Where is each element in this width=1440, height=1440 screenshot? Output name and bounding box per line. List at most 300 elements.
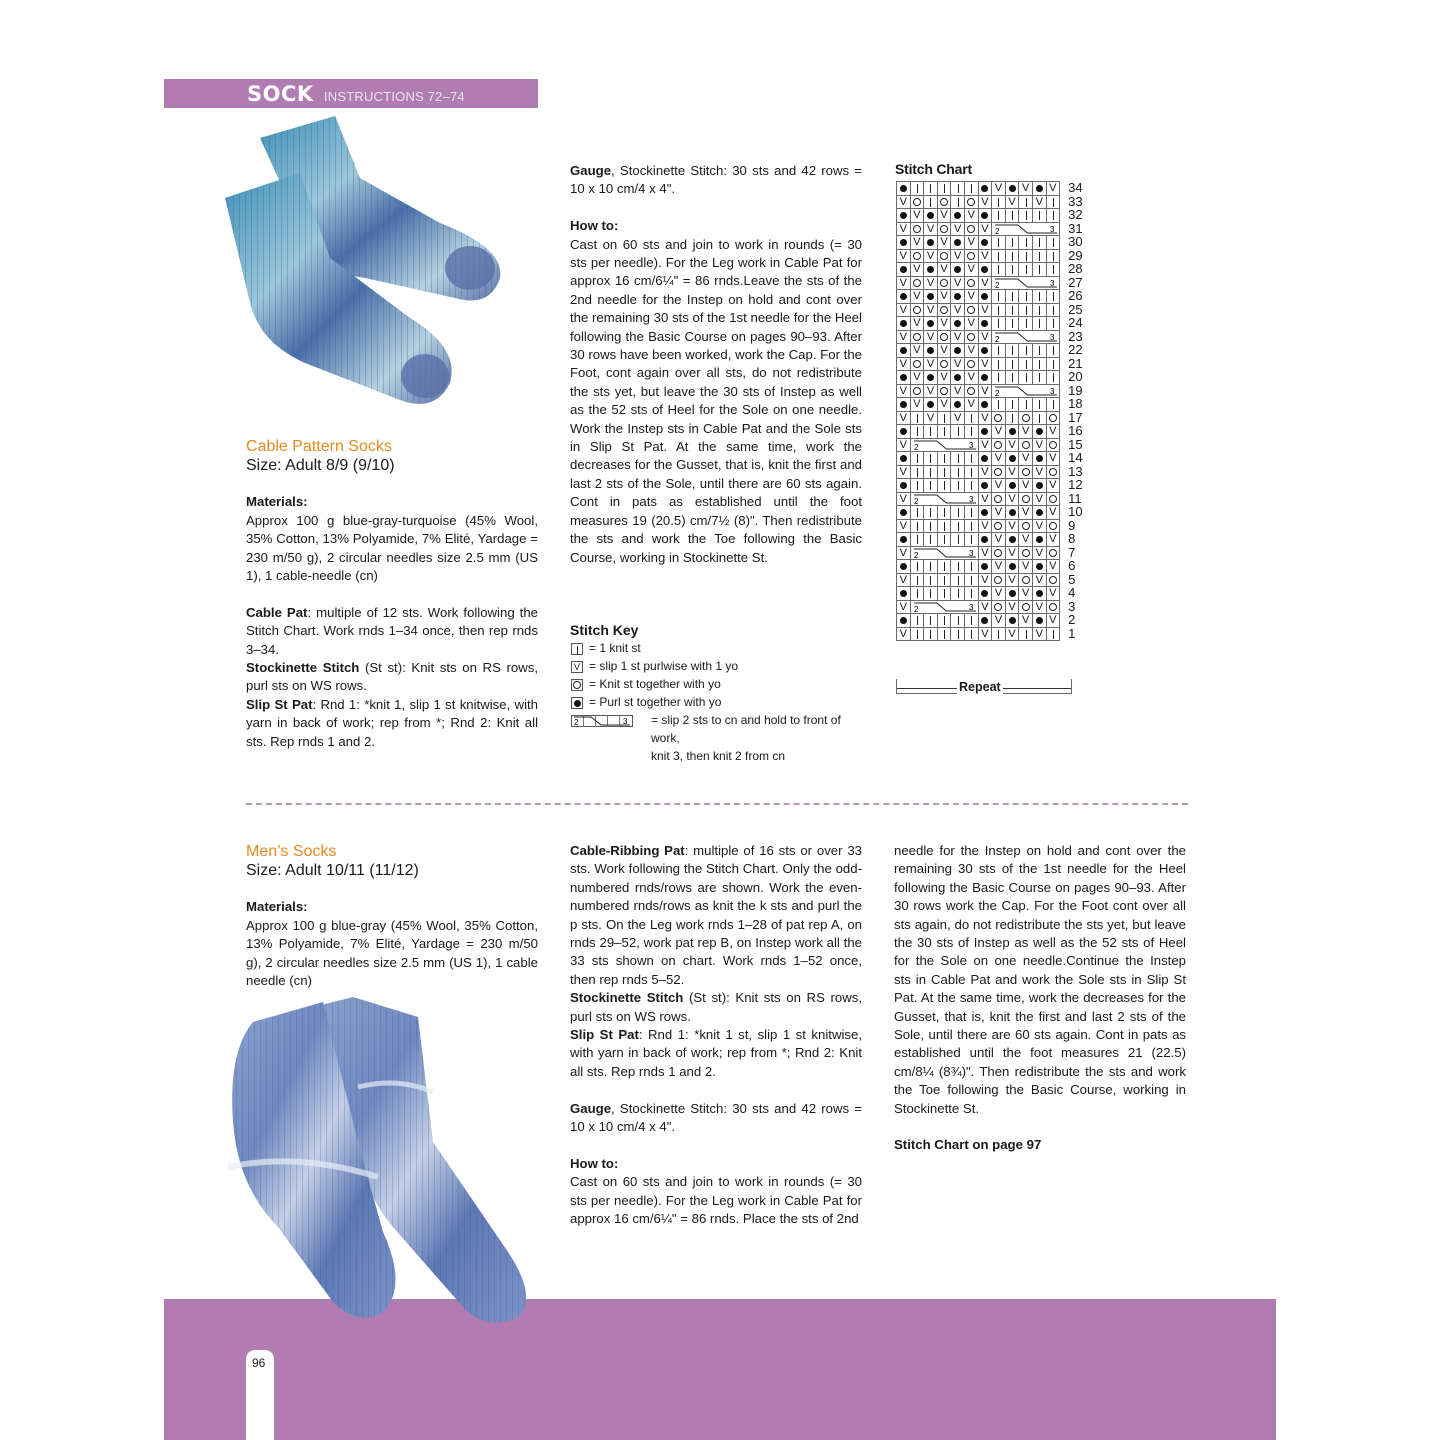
- slip-v-icon: V: [910, 344, 924, 358]
- slip-v-icon: V: [951, 411, 965, 425]
- knit-stitch-icon: [992, 303, 1006, 317]
- chart-row: [897, 195, 1093, 209]
- slip-v-icon: V: [897, 303, 911, 317]
- key-label-2: knit 3, then knit 2 from cn: [651, 749, 786, 763]
- knit-stitch-icon: [951, 573, 965, 587]
- knit-stitch-icon: [1032, 236, 1046, 250]
- slip-v-icon: V: [937, 209, 951, 223]
- open-circle-icon: [964, 357, 978, 371]
- page-number: 96: [252, 1356, 266, 1370]
- slip-v-icon: V: [1046, 533, 1060, 547]
- gauge-text: , Stockinette Stitch: 30 sts and 42 rows = 10 x 10 cm/4 x 4".: [570, 1100, 862, 1135]
- knit-stitch-icon: [1019, 249, 1033, 263]
- slip-v-icon: V: [978, 627, 992, 641]
- filled-circle-icon: [951, 371, 965, 385]
- st-st-text: (St st): Knit sts on RS rows, purl sts on WS rows.: [570, 990, 862, 1024]
- chart-row: [897, 600, 1093, 614]
- knit-stitch-icon: [937, 587, 951, 601]
- pattern-title: Cable Pattern Socks: [246, 438, 392, 455]
- filled-circle-icon: [924, 398, 938, 412]
- open-circle-icon: [992, 411, 1006, 425]
- gauge-label: Gauge: [570, 163, 612, 178]
- open-circle-icon: [910, 357, 924, 371]
- chart-row: [897, 560, 1093, 574]
- knit-stitch-icon: [910, 182, 924, 196]
- filled-circle-icon: [924, 236, 938, 250]
- knit-stitch-icon: [951, 479, 965, 493]
- slip-v-icon: V: [1046, 425, 1060, 439]
- slip-v-icon: V: [978, 465, 992, 479]
- knit-stitch-icon: [924, 182, 938, 196]
- open-circle-icon: [910, 303, 924, 317]
- row-number: 2: [1068, 612, 1076, 628]
- knit-stitch-icon: [992, 236, 1006, 250]
- row-number: 16: [1068, 423, 1083, 439]
- row-number: 30: [1068, 234, 1083, 250]
- cable-pat-paragraph: [246, 604, 538, 659]
- open-circle-icon: [1046, 519, 1060, 533]
- cable-pat-label: Cable Pat: [246, 604, 308, 620]
- knit-stitch-icon: [1019, 344, 1033, 358]
- slip-v-icon: V: [978, 384, 992, 398]
- knit-stitch-icon: [951, 560, 965, 574]
- st-st-text: (St st): Knit sts on RS rows, purl sts on WS rows.: [246, 660, 538, 694]
- knit-stitch-icon: [992, 371, 1006, 385]
- knit-stitch-icon: [910, 479, 924, 493]
- knit-stitch-icon: [1005, 290, 1019, 304]
- slip-v-icon: V: [1019, 506, 1033, 520]
- knit-stitch-icon: [1019, 290, 1033, 304]
- st-st-paragraph: [246, 659, 538, 696]
- filled-circle-icon: [978, 425, 992, 439]
- open-circle-icon: [910, 249, 924, 263]
- svg-text:3: 3: [1050, 386, 1055, 396]
- knit-stitch-icon: [992, 398, 1006, 412]
- knit-stitch-icon: [1032, 357, 1046, 371]
- chart-row: [897, 357, 1093, 371]
- knit-stitch-icon: [924, 506, 938, 520]
- chart-row: [897, 344, 1093, 358]
- filled-circle-icon: [897, 452, 911, 466]
- row-number: 6: [1068, 558, 1076, 574]
- row-number: 28: [1068, 261, 1083, 277]
- knit-stitch-icon: [951, 614, 965, 628]
- knit-stitch-icon: [924, 195, 938, 209]
- key-label: = 1 knit st: [589, 641, 641, 655]
- open-circle-icon: [1046, 573, 1060, 587]
- slip-v-icon: V: [571, 661, 583, 673]
- knit-stitch-icon: [937, 465, 951, 479]
- slip-v-icon: V: [1019, 533, 1033, 547]
- open-circle-icon: [937, 357, 951, 371]
- knit-stitch-icon: [910, 627, 924, 641]
- knit-stitch-icon: [910, 573, 924, 587]
- svg-text:2: 2: [913, 496, 919, 506]
- filled-circle-icon: [1005, 506, 1019, 520]
- knit-stitch-icon: [992, 195, 1006, 209]
- knit-stitch-icon: [937, 506, 951, 520]
- slip-v-icon: V: [1046, 452, 1060, 466]
- knit-stitch-icon: [964, 533, 978, 547]
- knit-stitch-icon: [910, 560, 924, 574]
- slip-v-icon: V: [924, 249, 938, 263]
- materials-text: Approx 100 g blue-gray (45% Wool, 35% Cotton, 13% Polyamide, 7% Elité, Yardage = 230 m/50 g), 2 circular needles size 2.5 mm (US 1), 1 cable needle (cn): [246, 917, 538, 989]
- knit-stitch-icon: [992, 627, 1006, 641]
- filled-circle-icon: [1005, 425, 1019, 439]
- slip-v-icon: V: [897, 276, 911, 290]
- knit-stitch-icon: [951, 182, 965, 196]
- slip-v-icon: V: [1032, 600, 1046, 614]
- filled-circle-icon: [897, 236, 911, 250]
- chart-row: [897, 236, 1093, 250]
- open-circle-icon: [992, 573, 1006, 587]
- slip-v-icon: V: [964, 290, 978, 304]
- open-circle-icon: [937, 195, 951, 209]
- open-circle-icon: [1046, 546, 1060, 560]
- knit-stitch-icon: [1005, 398, 1019, 412]
- open-circle-icon: [1046, 600, 1060, 614]
- filled-circle-icon: [951, 344, 965, 358]
- chart-row: [897, 438, 1093, 452]
- knit-stitch-icon: [951, 195, 965, 209]
- knit-stitch-icon: [1019, 195, 1033, 209]
- slip-v-icon: V: [951, 330, 965, 344]
- knit-stitch-icon: [1019, 398, 1033, 412]
- svg-text:2: 2: [995, 334, 1000, 344]
- slip-v-icon: V: [937, 317, 951, 331]
- knit-stitch-icon: [964, 182, 978, 196]
- filled-circle-icon: [897, 371, 911, 385]
- slip-v-icon: V: [992, 479, 1006, 493]
- chart-row: [897, 546, 1093, 560]
- slip-v-icon: V: [910, 290, 924, 304]
- knit-stitch-icon: [951, 587, 965, 601]
- slip-v-icon: V: [924, 384, 938, 398]
- filled-circle-icon: [897, 290, 911, 304]
- howto-text-continued: needle for the Instep on hold and cont over the remaining 30 sts of the 1st needle for the Heel following the Basic Course on pages 90–93. After 30 rows work the Cap. For the Foot cont over all sts again, do not redistribute the sts yet, but leave the 30 sts of Instep as well as the 52 sts of Heel for the Sole on one needle.Continue the Instep sts in Cable Pat and work the Sole sts in Slip St Pat. At the same time, work the decreases for the Gusset, that is, knit the first and last 2 sts of the Sole, until there are 60 sts again. Cont in pats as established until the foot measures 21 (22.5) cm/8¼ (8¾)". Then redistribute the sts and work the Toe following the Basic Course, working in Stockinette St.: [894, 843, 1186, 1116]
- row-number: 8: [1068, 531, 1076, 547]
- open-circle-icon: [1019, 465, 1033, 479]
- svg-text:3: 3: [968, 548, 974, 558]
- slip-v-icon: V: [897, 330, 911, 344]
- cable-pattern-socks-photo: [215, 108, 515, 420]
- cable-key-text: [651, 711, 870, 765]
- size-value: Adult 10/11 (11/12): [285, 862, 419, 879]
- slip-v-icon: V: [924, 303, 938, 317]
- filled-circle-icon: [897, 209, 911, 223]
- knit-stitch-icon: [1032, 344, 1046, 358]
- size-label: Size:: [246, 862, 282, 879]
- knit-stitch-icon: [1046, 249, 1060, 263]
- open-circle-icon: [571, 679, 583, 691]
- filled-circle-icon: [1032, 614, 1046, 628]
- open-circle-icon: [937, 276, 951, 290]
- svg-text:2: 2: [995, 226, 1000, 236]
- open-circle-icon: [1019, 492, 1033, 506]
- filled-circle-icon: [951, 317, 965, 331]
- knit-stitch-icon: [1005, 263, 1019, 277]
- knit-stitch-icon: [951, 452, 965, 466]
- row-number: 13: [1068, 463, 1083, 479]
- slip-v-icon: V: [897, 600, 911, 614]
- chart-row: [897, 398, 1093, 412]
- cable-rib-label: Cable-Ribbing Pat: [570, 843, 685, 858]
- cable-rib-text: : multiple of 16 sts or over 33 sts. Work following the Stitch Chart. Only the odd-numbered rnds/rows are shown. Work the even-numbered rnds/rows as knit the k sts and purl the p sts. On the Leg work rnds 1–28 of pat rep A, on rnds 29–52, work pat rep B, on Instep work all the 33 sts shown on chart. Work rnds 1–52 once, then rep rnds 5–52.: [570, 843, 862, 987]
- filled-circle-icon: [951, 398, 965, 412]
- slip-v-icon: V: [897, 627, 911, 641]
- materials-heading: Materials:: [246, 494, 308, 510]
- row-number: 9: [1068, 517, 1076, 533]
- chart-row: [897, 290, 1093, 304]
- knit-stitch-icon: [1046, 398, 1060, 412]
- filled-circle-icon: [897, 560, 911, 574]
- knit-stitch-icon: [964, 479, 978, 493]
- slip-v-icon: V: [1046, 560, 1060, 574]
- slip-v-icon: V: [978, 492, 992, 506]
- svg-text:3: 3: [1050, 332, 1055, 342]
- cable-symbol-icon: [992, 330, 1060, 344]
- knit-stitch-icon: [910, 587, 924, 601]
- slip-v-icon: V: [1019, 560, 1033, 574]
- knit-stitch-icon: [992, 344, 1006, 358]
- filled-circle-icon: [1032, 533, 1046, 547]
- slip-v-icon: V: [897, 357, 911, 371]
- knit-stitch-icon: [937, 452, 951, 466]
- open-circle-icon: [1019, 411, 1033, 425]
- slip-v-icon: V: [937, 236, 951, 250]
- knit-stitch-icon: [964, 587, 978, 601]
- knit-stitch-icon: [924, 533, 938, 547]
- filled-circle-icon: [924, 344, 938, 358]
- slip-v-icon: V: [924, 411, 938, 425]
- svg-text:2: 2: [995, 388, 1000, 398]
- key-item-cable: [570, 711, 870, 765]
- filled-circle-icon: [1005, 614, 1019, 628]
- filled-circle-icon: [1005, 479, 1019, 493]
- svg-text:2: 2: [913, 550, 919, 560]
- knit-stitch-icon: [924, 519, 938, 533]
- slip-v-icon: V: [924, 357, 938, 371]
- slip-v-icon: V: [951, 303, 965, 317]
- filled-circle-icon: [978, 452, 992, 466]
- row-number: 26: [1068, 288, 1083, 304]
- slip-v-icon: V: [897, 465, 911, 479]
- pattern-title: Men’s Socks: [246, 843, 337, 860]
- knit-stitch-icon: [1019, 236, 1033, 250]
- knit-stitch-icon: [992, 317, 1006, 331]
- cable-symbol-icon: [992, 222, 1060, 236]
- knit-stitch-icon: [910, 452, 924, 466]
- slip-v-icon: V: [964, 263, 978, 277]
- open-circle-icon: [992, 465, 1006, 479]
- slip-v-icon: V: [1005, 627, 1019, 641]
- knit-stitch-icon: [910, 533, 924, 547]
- knit-stitch-icon: [1005, 344, 1019, 358]
- stitch-chart: [896, 181, 1093, 641]
- slip-v-icon: V: [937, 344, 951, 358]
- cable-symbol-icon: [910, 546, 978, 560]
- knit-stitch-icon: [1005, 303, 1019, 317]
- row-number: 19: [1068, 382, 1083, 398]
- knit-stitch-icon: [910, 411, 924, 425]
- chart-reference: Stitch Chart on page 97: [894, 1137, 1042, 1153]
- knit-stitch-icon: [910, 506, 924, 520]
- filled-circle-icon: [571, 697, 583, 709]
- section2-right-column: [894, 842, 1186, 1155]
- howto-heading: How to:: [570, 218, 619, 234]
- section2-left-column: [246, 842, 538, 990]
- filled-circle-icon: [897, 344, 911, 358]
- slip-v-icon: V: [978, 330, 992, 344]
- chart-row: [897, 222, 1093, 236]
- page-number-tab: [246, 1350, 274, 1440]
- filled-circle-icon: [978, 317, 992, 331]
- filled-circle-icon: [978, 533, 992, 547]
- filled-circle-icon: [924, 371, 938, 385]
- filled-circle-icon: [978, 614, 992, 628]
- slip-v-icon: V: [1046, 506, 1060, 520]
- cable-symbol-icon: [992, 276, 1060, 290]
- header-title: SOCK: [247, 82, 314, 106]
- slip-v-icon: V: [924, 222, 938, 236]
- slip-v-icon: V: [910, 317, 924, 331]
- open-circle-icon: [937, 222, 951, 236]
- slip-v-icon: V: [1005, 519, 1019, 533]
- knit-stitch-icon: [910, 465, 924, 479]
- open-circle-icon: [964, 222, 978, 236]
- slip-v-icon: V: [978, 546, 992, 560]
- open-circle-icon: [910, 222, 924, 236]
- slip-v-icon: V: [978, 573, 992, 587]
- slip-v-icon: V: [951, 384, 965, 398]
- knit-stitch-icon: [924, 465, 938, 479]
- knit-stitch-icon: [1005, 317, 1019, 331]
- knit-stitch-icon: [937, 533, 951, 547]
- knit-stitch-icon: [910, 519, 924, 533]
- slip-v-icon: V: [937, 371, 951, 385]
- slip-v-icon: V: [978, 438, 992, 452]
- filled-circle-icon: [978, 344, 992, 358]
- filled-circle-icon: [1005, 587, 1019, 601]
- filled-circle-icon: [897, 263, 911, 277]
- open-circle-icon: [964, 276, 978, 290]
- open-circle-icon: [1046, 492, 1060, 506]
- slip-v-icon: V: [897, 195, 911, 209]
- key-label: = Purl st together with yo: [589, 695, 722, 709]
- slip-v-icon: V: [978, 357, 992, 371]
- row-number: 4: [1068, 585, 1076, 601]
- slip-v-icon: V: [978, 249, 992, 263]
- knit-stitch-icon: [992, 263, 1006, 277]
- filled-circle-icon: [897, 317, 911, 331]
- knit-stitch-icon: [1046, 236, 1060, 250]
- slip-st-text: : Rnd 1: *knit 1, slip 1 st knitwise, with yarn in back of work; rep from *; Rnd 2: Knit all sts. Rep rnds 1 and 2.: [246, 696, 539, 749]
- section-divider: [246, 803, 1188, 805]
- stitch-key-title: Stitch Key: [570, 622, 639, 638]
- filled-circle-icon: [978, 506, 992, 520]
- cable-symbol-icon: [910, 492, 978, 506]
- knit-stitch-icon: [937, 627, 951, 641]
- knit-stitch-icon: [1005, 371, 1019, 385]
- knit-stitch-icon: [937, 560, 951, 574]
- howto-text: Cast on 60 sts and join to work in rounds (= 30 sts per needle). For the Leg work in Cable Pat for approx 16 cm/6¼" = 86 rnds. Place the sts of 2nd: [570, 1174, 862, 1227]
- knit-stitch-icon: [992, 357, 1006, 371]
- knit-stitch-icon: [1046, 303, 1060, 317]
- knit-stitch-icon: [964, 465, 978, 479]
- open-circle-icon: [992, 492, 1006, 506]
- filled-circle-icon: [978, 182, 992, 196]
- open-circle-icon: [1046, 411, 1060, 425]
- filled-circle-icon: [897, 398, 911, 412]
- row-number: 31: [1068, 220, 1083, 236]
- chart-row: [897, 627, 1093, 641]
- slip-v-icon: V: [910, 398, 924, 412]
- open-circle-icon: [992, 600, 1006, 614]
- chart-row: [897, 519, 1093, 533]
- slip-v-icon: V: [1046, 182, 1060, 196]
- knit-stitch-icon: [1019, 357, 1033, 371]
- slip-st-label: Slip St Pat: [570, 1027, 639, 1043]
- slip-v-icon: V: [951, 357, 965, 371]
- svg-text:3: 3: [1050, 224, 1055, 234]
- open-circle-icon: [937, 384, 951, 398]
- open-circle-icon: [910, 276, 924, 290]
- slip-v-icon: V: [937, 290, 951, 304]
- cable-symbol-icon: [992, 384, 1060, 398]
- knit-stitch-icon: [1019, 303, 1033, 317]
- knit-stitch-icon: [964, 411, 978, 425]
- open-circle-icon: [910, 330, 924, 344]
- knit-stitch-icon: [1032, 290, 1046, 304]
- key-label: = slip 2 sts to cn and hold to front of work,: [651, 713, 841, 745]
- knit-stitch-icon: [937, 573, 951, 587]
- slip-v-icon: V: [910, 263, 924, 277]
- row-number: 20: [1068, 369, 1083, 385]
- knit-stitch-icon: [951, 425, 965, 439]
- chart-row: [897, 371, 1093, 385]
- slip-v-icon: V: [992, 533, 1006, 547]
- knit-stitch-icon: [964, 560, 978, 574]
- st-st-label: Stockinette Stitch: [246, 660, 360, 676]
- knit-stitch-icon: [951, 627, 965, 641]
- slip-v-icon: V: [1032, 546, 1046, 560]
- filled-circle-icon: [1032, 506, 1046, 520]
- knit-stitch-icon: [1046, 317, 1060, 331]
- filled-circle-icon: [1005, 560, 1019, 574]
- knit-stitch-icon: [964, 627, 978, 641]
- slip-v-icon: V: [1019, 182, 1033, 196]
- knit-stitch-icon: [1046, 209, 1060, 223]
- row-number: 14: [1068, 450, 1083, 466]
- svg-text:3: 3: [968, 602, 974, 612]
- row-number: 34: [1068, 180, 1083, 196]
- row-number: 3: [1068, 598, 1076, 614]
- open-circle-icon: [937, 330, 951, 344]
- slip-v-icon: V: [964, 236, 978, 250]
- knit-stitch-icon: [937, 614, 951, 628]
- section-header-bar: [164, 79, 538, 108]
- chart-row: [897, 425, 1093, 439]
- filled-circle-icon: [978, 209, 992, 223]
- knit-stitch-icon: [964, 573, 978, 587]
- filled-circle-icon: [978, 371, 992, 385]
- knit-stitch-icon: [1046, 344, 1060, 358]
- knit-stitch-icon: [1032, 317, 1046, 331]
- slip-v-icon: V: [910, 371, 924, 385]
- row-number: 25: [1068, 301, 1083, 317]
- open-circle-icon: [964, 330, 978, 344]
- row-number: 12: [1068, 477, 1083, 493]
